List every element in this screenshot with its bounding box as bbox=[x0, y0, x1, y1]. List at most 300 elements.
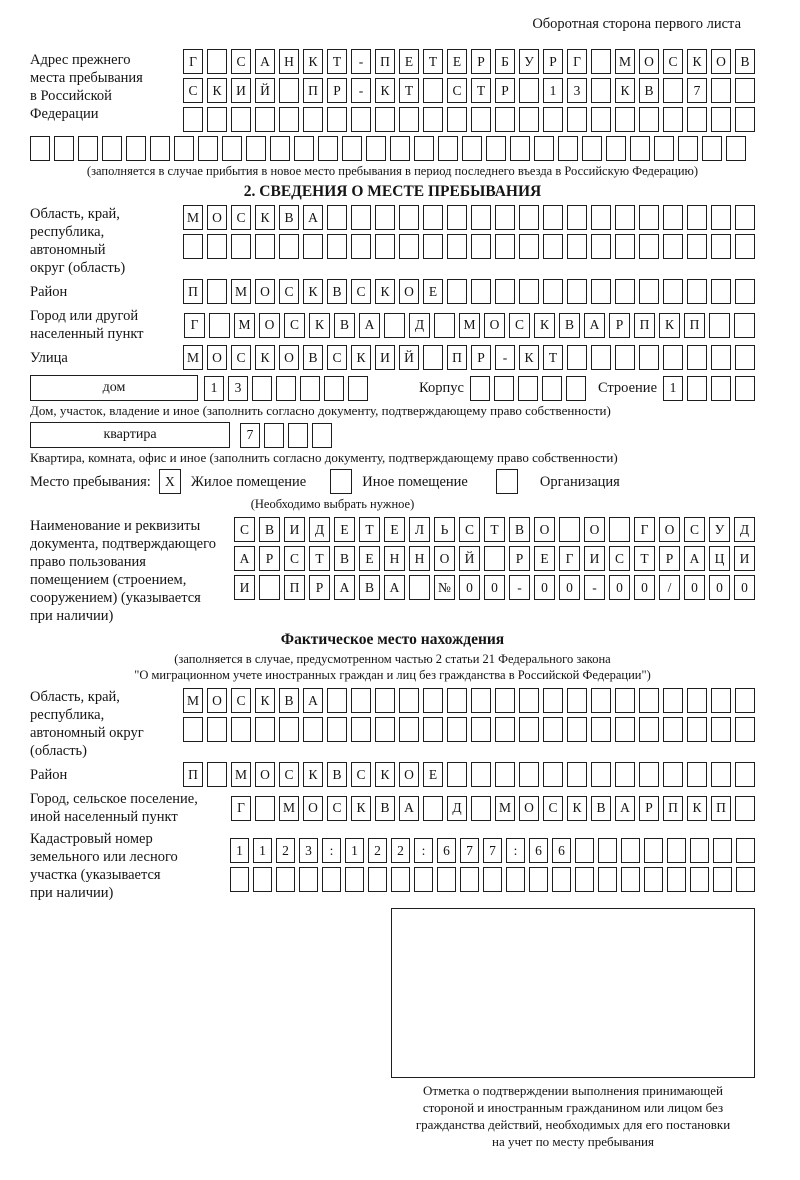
char-cell bbox=[639, 717, 659, 742]
char-cell bbox=[709, 313, 730, 338]
char-cell: Й bbox=[459, 546, 480, 571]
char-cell: В bbox=[259, 517, 280, 542]
char-cell bbox=[494, 376, 514, 401]
char-cell bbox=[735, 688, 755, 713]
label-line: автономный bbox=[30, 242, 106, 258]
previous-address-label bbox=[30, 49, 180, 123]
char-cell bbox=[663, 205, 683, 230]
char-cell bbox=[375, 107, 395, 132]
char-cell: 2 bbox=[391, 838, 410, 863]
char-cell bbox=[471, 279, 491, 304]
char-cell bbox=[736, 838, 755, 863]
char-cell: 0 bbox=[684, 575, 705, 600]
char-cell bbox=[399, 234, 419, 259]
char-cell bbox=[543, 107, 563, 132]
char-cell: Р bbox=[659, 546, 680, 571]
label-line: при наличии) bbox=[30, 608, 114, 624]
apartment-field bbox=[30, 422, 755, 448]
char-cell: 3 bbox=[299, 838, 318, 863]
actual-region-row-1 bbox=[183, 688, 755, 713]
char-cell: С bbox=[609, 546, 630, 571]
char-cell: Г bbox=[559, 546, 580, 571]
char-cell bbox=[231, 717, 251, 742]
char-cell: 6 bbox=[552, 838, 571, 863]
caption-line: на учет по месту пребывания bbox=[492, 1134, 654, 1149]
char-cell bbox=[663, 78, 683, 103]
char-cell bbox=[495, 205, 515, 230]
char-cell bbox=[567, 279, 587, 304]
previous-address-row-3 bbox=[183, 107, 755, 132]
region-row-2 bbox=[183, 234, 755, 259]
char-cell bbox=[102, 136, 122, 161]
char-cell bbox=[591, 107, 611, 132]
char-cell: М bbox=[615, 49, 635, 74]
char-cell: Р bbox=[259, 546, 280, 571]
char-cell bbox=[375, 717, 395, 742]
char-cell: Д bbox=[447, 796, 467, 821]
actual-location-note-1: (заполняется в случае, предусмотренном частью 2 статьи 21 Федерального закона bbox=[174, 652, 611, 666]
char-cell bbox=[351, 205, 371, 230]
char-cell: М bbox=[279, 796, 299, 821]
char-cell bbox=[518, 376, 538, 401]
char-cell bbox=[591, 762, 611, 787]
char-cell bbox=[423, 78, 443, 103]
char-cell bbox=[615, 279, 635, 304]
char-cell bbox=[495, 107, 515, 132]
char-cell bbox=[519, 78, 539, 103]
char-cell: Т bbox=[634, 546, 655, 571]
char-cell: У bbox=[709, 517, 730, 542]
char-cell: И bbox=[584, 546, 605, 571]
char-cell bbox=[483, 867, 502, 892]
cadastral-row-1 bbox=[230, 838, 755, 863]
char-cell bbox=[735, 796, 755, 821]
char-cell bbox=[510, 136, 530, 161]
label-line: (область) bbox=[30, 743, 87, 759]
char-cell bbox=[639, 107, 659, 132]
confirmation-stamp-box bbox=[391, 908, 755, 1078]
char-cell bbox=[150, 136, 170, 161]
char-cell bbox=[264, 423, 284, 448]
char-cell: О bbox=[303, 796, 323, 821]
char-cell: Г bbox=[184, 313, 205, 338]
char-cell: С bbox=[231, 49, 251, 74]
char-cell: П bbox=[711, 796, 731, 821]
char-cell bbox=[447, 234, 467, 259]
char-cell: : bbox=[506, 838, 525, 863]
char-cell bbox=[621, 838, 640, 863]
street-label: Улица bbox=[30, 349, 68, 366]
char-cell bbox=[506, 867, 525, 892]
char-cell bbox=[255, 717, 275, 742]
char-cell: Н bbox=[279, 49, 299, 74]
char-cell: О bbox=[711, 49, 731, 74]
char-cell bbox=[663, 107, 683, 132]
char-cell bbox=[591, 49, 611, 74]
char-cell bbox=[639, 688, 659, 713]
char-cell: 1 bbox=[253, 838, 272, 863]
char-cell: Р bbox=[309, 575, 330, 600]
stay-type-checkbox-organization bbox=[496, 469, 518, 494]
char-cell: Л bbox=[409, 517, 430, 542]
char-cell: В bbox=[375, 796, 395, 821]
previous-address-row-2 bbox=[183, 78, 755, 103]
char-cell: 3 bbox=[228, 376, 248, 401]
char-cell bbox=[447, 762, 467, 787]
char-cell bbox=[711, 205, 731, 230]
stay-type-option-other: Иное помещение bbox=[362, 473, 468, 490]
char-cell bbox=[342, 136, 362, 161]
char-cell bbox=[423, 107, 443, 132]
right-document-field bbox=[30, 517, 755, 625]
char-cell bbox=[552, 867, 571, 892]
caption-line: стороной и иностранным гражданином или лицом без bbox=[422, 1100, 724, 1115]
char-cell: М bbox=[183, 205, 203, 230]
char-cell bbox=[543, 279, 563, 304]
page-header-note: Оборотная сторона первого листа bbox=[532, 16, 741, 32]
actual-city-field bbox=[30, 790, 755, 826]
char-cell bbox=[375, 205, 395, 230]
char-cell bbox=[246, 136, 266, 161]
label-line: Область, край, bbox=[30, 206, 120, 222]
label-line: места пребывания bbox=[30, 70, 143, 86]
char-cell bbox=[711, 762, 731, 787]
char-cell: В bbox=[591, 796, 611, 821]
char-cell bbox=[391, 867, 410, 892]
char-cell bbox=[591, 688, 611, 713]
char-cell bbox=[543, 234, 563, 259]
char-cell: К bbox=[303, 279, 323, 304]
char-cell bbox=[575, 838, 594, 863]
char-cell bbox=[345, 867, 364, 892]
previous-address-grid bbox=[183, 49, 755, 132]
char-cell: Е bbox=[359, 546, 380, 571]
char-cell: 1 bbox=[663, 376, 683, 401]
char-cell bbox=[255, 796, 275, 821]
label-line: Федерации bbox=[30, 106, 99, 122]
char-cell: Н bbox=[409, 546, 430, 571]
actual-region-grid bbox=[183, 688, 755, 742]
char-cell bbox=[713, 838, 732, 863]
char-cell: О bbox=[255, 279, 275, 304]
char-cell: А bbox=[334, 575, 355, 600]
char-cell bbox=[726, 136, 746, 161]
label-line: Город, сельское поселение, bbox=[30, 791, 198, 807]
char-cell: А bbox=[303, 688, 323, 713]
char-cell bbox=[702, 136, 722, 161]
char-cell bbox=[279, 717, 299, 742]
char-cell: К bbox=[255, 205, 275, 230]
char-cell bbox=[615, 107, 635, 132]
char-cell bbox=[327, 717, 347, 742]
actual-location-title: Фактическое место нахождения bbox=[280, 631, 505, 648]
char-cell bbox=[615, 234, 635, 259]
char-cell: К bbox=[351, 796, 371, 821]
right-document-row-1 bbox=[234, 517, 755, 542]
label-line: Адрес прежнего bbox=[30, 52, 131, 68]
label-line: Область, край, bbox=[30, 689, 120, 705]
char-cell: Р bbox=[609, 313, 630, 338]
char-cell bbox=[495, 762, 515, 787]
char-cell: А bbox=[234, 546, 255, 571]
char-cell bbox=[519, 717, 539, 742]
char-cell: М bbox=[231, 762, 251, 787]
char-cell: Б bbox=[495, 49, 515, 74]
char-cell bbox=[519, 234, 539, 259]
char-cell bbox=[591, 78, 611, 103]
char-cell bbox=[471, 796, 491, 821]
char-cell bbox=[735, 78, 755, 103]
char-cell bbox=[471, 762, 491, 787]
char-cell: В bbox=[327, 762, 347, 787]
char-cell bbox=[663, 717, 683, 742]
char-cell bbox=[327, 205, 347, 230]
char-cell bbox=[470, 376, 490, 401]
char-cell bbox=[471, 205, 491, 230]
char-cell bbox=[519, 762, 539, 787]
char-cell: И bbox=[284, 517, 305, 542]
district-field bbox=[30, 279, 755, 304]
region-label bbox=[30, 205, 180, 277]
char-cell: О bbox=[259, 313, 280, 338]
char-cell bbox=[207, 234, 227, 259]
char-cell bbox=[414, 867, 433, 892]
char-cell: Р bbox=[639, 796, 659, 821]
char-cell bbox=[255, 107, 275, 132]
char-cell bbox=[687, 279, 707, 304]
char-cell: А bbox=[684, 546, 705, 571]
district-row bbox=[183, 279, 755, 304]
char-cell bbox=[375, 688, 395, 713]
char-cell bbox=[423, 717, 443, 742]
char-cell bbox=[687, 717, 707, 742]
house-type-box: дом bbox=[30, 375, 198, 401]
char-cell: С bbox=[279, 762, 299, 787]
char-cell bbox=[279, 107, 299, 132]
char-cell: К bbox=[687, 49, 707, 74]
city-field bbox=[30, 307, 755, 343]
char-cell bbox=[735, 107, 755, 132]
char-cell: Е bbox=[423, 279, 443, 304]
char-cell bbox=[566, 376, 586, 401]
char-cell bbox=[690, 867, 709, 892]
char-cell bbox=[711, 345, 731, 370]
char-cell bbox=[303, 234, 323, 259]
actual-region-field bbox=[30, 688, 755, 760]
region-row-1 bbox=[183, 205, 755, 230]
stay-type-label: Место пребывания: bbox=[30, 473, 151, 490]
stay-type-note: (Необходимо выбрать нужное) bbox=[250, 497, 415, 511]
char-cell: 1 bbox=[204, 376, 224, 401]
char-cell: : bbox=[322, 838, 341, 863]
char-cell bbox=[567, 688, 587, 713]
char-cell bbox=[734, 313, 755, 338]
char-cell: Е bbox=[399, 49, 419, 74]
region-field bbox=[30, 205, 755, 277]
char-cell bbox=[567, 717, 587, 742]
char-cell: П bbox=[183, 279, 203, 304]
char-cell bbox=[606, 136, 626, 161]
char-cell bbox=[630, 136, 650, 161]
char-cell bbox=[667, 867, 686, 892]
korpus-row bbox=[470, 376, 586, 401]
char-cell bbox=[399, 688, 419, 713]
stay-type-field bbox=[30, 469, 755, 494]
char-cell: 0 bbox=[559, 575, 580, 600]
char-cell: 2 bbox=[276, 838, 295, 863]
city-row bbox=[184, 313, 755, 338]
char-cell: В bbox=[279, 205, 299, 230]
label-line: помещением (строением, bbox=[30, 572, 187, 588]
char-cell: П bbox=[375, 49, 395, 74]
char-cell bbox=[534, 136, 554, 161]
char-cell bbox=[735, 762, 755, 787]
char-cell: П bbox=[663, 796, 683, 821]
char-cell bbox=[519, 205, 539, 230]
confirmation-stamp-area bbox=[391, 908, 755, 1150]
char-cell bbox=[711, 688, 731, 713]
char-cell bbox=[567, 762, 587, 787]
char-cell bbox=[615, 688, 635, 713]
char-cell: С bbox=[509, 313, 530, 338]
char-cell: Е bbox=[534, 546, 555, 571]
char-cell: К bbox=[534, 313, 555, 338]
char-cell bbox=[735, 205, 755, 230]
label-line: Наименование и реквизиты bbox=[30, 518, 201, 534]
char-cell: Т bbox=[359, 517, 380, 542]
char-cell bbox=[252, 376, 272, 401]
char-cell bbox=[288, 423, 308, 448]
char-cell: О bbox=[584, 517, 605, 542]
char-cell bbox=[183, 717, 203, 742]
label-line: Кадастровый номер bbox=[30, 831, 153, 847]
char-cell: К bbox=[255, 345, 275, 370]
char-cell bbox=[567, 107, 587, 132]
char-cell bbox=[543, 688, 563, 713]
char-cell bbox=[639, 762, 659, 787]
char-cell bbox=[667, 838, 686, 863]
char-cell bbox=[615, 717, 635, 742]
char-cell: В bbox=[327, 279, 347, 304]
char-cell bbox=[711, 717, 731, 742]
char-cell bbox=[529, 867, 548, 892]
char-cell bbox=[231, 234, 251, 259]
char-cell: К bbox=[567, 796, 587, 821]
char-cell bbox=[462, 136, 482, 161]
char-cell bbox=[711, 107, 731, 132]
char-cell: И bbox=[375, 345, 395, 370]
label-line: право пользования bbox=[30, 554, 146, 570]
char-cell bbox=[447, 688, 467, 713]
char-cell bbox=[735, 717, 755, 742]
char-cell bbox=[609, 517, 630, 542]
char-cell bbox=[207, 762, 227, 787]
char-cell bbox=[495, 279, 515, 304]
char-cell bbox=[460, 867, 479, 892]
char-cell bbox=[591, 345, 611, 370]
char-cell: 1 bbox=[543, 78, 563, 103]
char-cell: В bbox=[559, 313, 580, 338]
district-label: Район bbox=[30, 283, 68, 300]
char-cell: К bbox=[375, 279, 395, 304]
char-cell bbox=[183, 107, 203, 132]
char-cell: С bbox=[284, 546, 305, 571]
char-cell bbox=[276, 376, 296, 401]
char-cell bbox=[687, 376, 707, 401]
char-cell: П bbox=[447, 345, 467, 370]
char-cell: В bbox=[509, 517, 530, 542]
actual-district-label: Район bbox=[30, 766, 68, 783]
char-cell bbox=[423, 796, 443, 821]
char-cell: Ь bbox=[434, 517, 455, 542]
char-cell bbox=[591, 717, 611, 742]
region-grid bbox=[183, 205, 755, 259]
char-cell bbox=[375, 234, 395, 259]
char-cell: Г bbox=[567, 49, 587, 74]
stay-type-option-residential: Жилое помещение bbox=[190, 473, 307, 490]
char-cell: К bbox=[375, 78, 395, 103]
char-cell: М bbox=[234, 313, 255, 338]
char-cell: О bbox=[399, 762, 419, 787]
char-cell bbox=[542, 376, 562, 401]
char-cell bbox=[351, 688, 371, 713]
char-cell bbox=[663, 234, 683, 259]
char-cell bbox=[519, 688, 539, 713]
char-cell bbox=[259, 575, 280, 600]
char-cell: О bbox=[399, 279, 419, 304]
char-cell bbox=[567, 345, 587, 370]
label-line: сооружением) (указывается bbox=[30, 590, 201, 606]
confirmation-stamp-caption bbox=[391, 1082, 755, 1150]
actual-region-row-2 bbox=[183, 717, 755, 742]
previous-address-note: (заполняется в случае прибытия в новое место пребывания в период последнего въезда в Российскую Федерацию) bbox=[86, 164, 699, 178]
char-cell bbox=[575, 867, 594, 892]
char-cell bbox=[639, 345, 659, 370]
char-cell: В bbox=[334, 313, 355, 338]
apartment-type-box: квартира bbox=[30, 422, 230, 448]
char-cell bbox=[495, 234, 515, 259]
char-cell: К bbox=[687, 796, 707, 821]
char-cell bbox=[399, 717, 419, 742]
char-cell bbox=[299, 867, 318, 892]
char-cell: Ц bbox=[709, 546, 730, 571]
char-cell bbox=[484, 546, 505, 571]
char-cell: С bbox=[543, 796, 563, 821]
char-cell: М bbox=[231, 279, 251, 304]
char-cell: Т bbox=[309, 546, 330, 571]
stay-type-checkbox-other bbox=[330, 469, 352, 494]
char-cell: С bbox=[327, 345, 347, 370]
char-cell: В bbox=[279, 688, 299, 713]
char-cell: П bbox=[684, 313, 705, 338]
char-cell: Е bbox=[334, 517, 355, 542]
char-cell: № bbox=[434, 575, 455, 600]
char-cell: О bbox=[207, 205, 227, 230]
char-cell: В bbox=[639, 78, 659, 103]
actual-region-label bbox=[30, 688, 183, 760]
char-cell: Д bbox=[734, 517, 755, 542]
char-cell: К bbox=[375, 762, 395, 787]
char-cell bbox=[399, 107, 419, 132]
char-cell bbox=[423, 205, 443, 230]
char-cell: Т bbox=[484, 517, 505, 542]
char-cell: - bbox=[351, 78, 371, 103]
char-cell: А bbox=[584, 313, 605, 338]
char-cell bbox=[399, 205, 419, 230]
char-cell: 0 bbox=[709, 575, 730, 600]
char-cell: П bbox=[183, 762, 203, 787]
char-cell: М bbox=[183, 688, 203, 713]
